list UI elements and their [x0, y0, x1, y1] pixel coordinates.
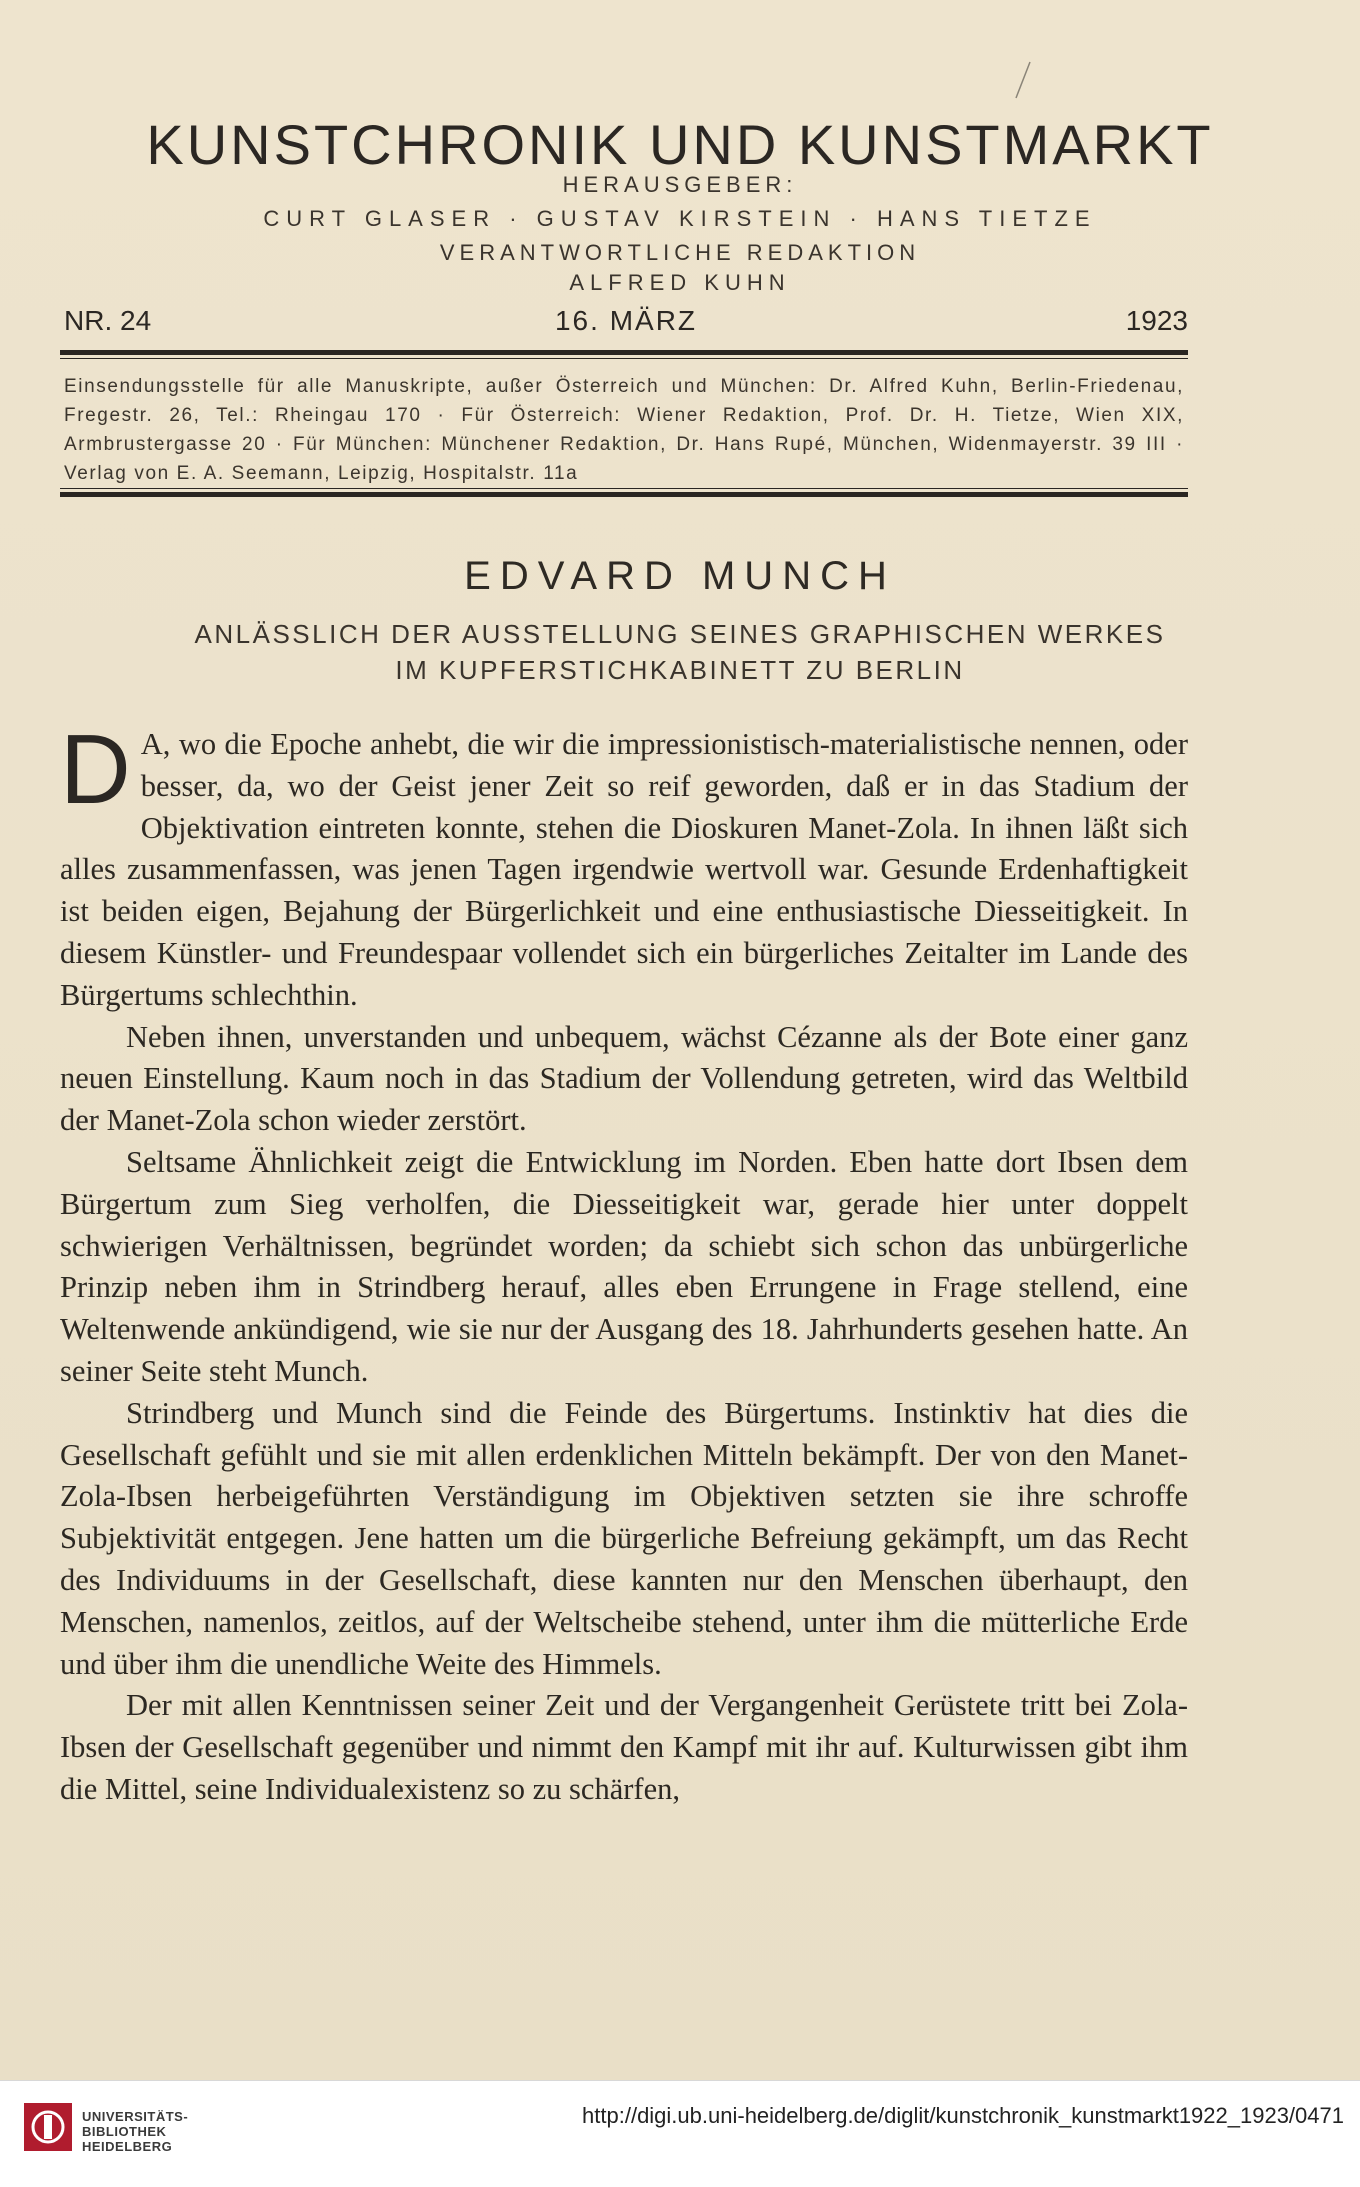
library-name: UNIVERSITÄTS- BIBLIOTHEK HEIDELBERG: [82, 2109, 189, 2154]
paragraph-text: A, wo die Epoche anhebt, die wir die impressionistisch-materialistische nennen, oder besser, da, wo der Geist jener Zeit so reif geworden, daß er in das Stadium der Objektivation eintreten konnte, stehen die Dioskuren Manet-Zola. In ihnen läßt sich alles zusammenfassen, was jenen Tagen irgendwie wertvoll war. Gesunde Erdenhaftigkeit ist beiden eigen, Bejahung der Bürgerlichkeit und eine enthusiastische Diesseitigkeit. In diesem Künstler- und Freundespaar vollendet sich ein bürgerliches Zeitalter im Lande des Bürgertums schlechthin.: [60, 727, 1188, 1012]
editors: CURT GLASER · GUSTAV KIRSTEIN · HANS TIETZE: [263, 206, 1097, 231]
editors-label: HERAUSGEBER:: [562, 172, 798, 197]
header-rule: [60, 350, 1188, 359]
article-body: [60, 714, 1188, 1811]
paragraph: Strindberg und Munch sind die Feinde des Bürgertums. Instinktiv hat dies die Gesellschaft gefühlt und sie mit allen erdenklichen Mitteln bekämpft. Der von den Manet-Zola-Ibsen herbeigeführten Verständigung im Objektiven setzten sie ihre schroffe Subjektivität entgegen. Jene hatten um die bürgerliche Befreiung gekämpft, um das Recht des Individuums in der Gesellschaft, diese kannten nur den Menschen überhaupt, den Menschen, namenlos, zeitlos, auf der Weltscheibe stehend, unter ihm die mütterliche Erde und über ihm die unendliche Weite des Himmels.: [60, 1395, 1188, 1681]
paragraph: Seltsame Ähnlichkeit zeigt die Entwicklung im Norden. Eben hatte dort Ibsen dem Bürgertum zum Sieg verholfen, die Diesseitigkeit war, gerade hier unter doppelt schwierigen Verhältnissen, begründet worden; da schiebt sich schon das unbürgerliche Prinzip neben ihm in Strindberg herauf, alles eben Errungene in Frage stellend, eine Weltenwende ankündigend, wie sie nur der Ausgang des 18. Jahrhunderts gesehen hatte. An seiner Seite steht Munch.: [60, 1144, 1188, 1388]
drop-cap: D: [60, 714, 131, 824]
university-library-logo: [24, 2103, 72, 2151]
subtitle-line-2: IM KUPFERSTICHKABINETT ZU BERLIN: [395, 655, 965, 685]
editorial-label: VERANTWORTLICHE REDAKTION: [439, 240, 921, 265]
subtitle-line-1: ANLÄSSLICH DER AUSSTELLUNG SEINES GRAPHISCHEN WERKES: [194, 619, 1166, 649]
article-title: EDVARD MUNCH: [464, 554, 896, 598]
paragraph: Neben ihnen, unverstanden und unbequem, wächst Cézanne als der Bote einer ganz neuen Einstellung. Kaum noch in das Stadium der Vollendung getreten, wird das Weltbild der Manet-Zola schon wieder zerstört.: [60, 1019, 1188, 1138]
digitization-footer: [0, 2080, 1360, 2187]
journal-title: KUNSTCHRONIK UND KUNSTMARKT: [146, 113, 1214, 176]
paragraph: Der mit allen Kenntnissen seiner Zeit und der Vergangenheit Gerüstete tritt bei Zola-Ibsen der Gesellschaft gegenüber und nimmt den Kampf mit ihr auf. Kulturwissen gibt ihm die Mittel, seine Individualexistenz so zu schärfen,: [60, 1688, 1188, 1806]
issue-number: NR. 24: [64, 305, 152, 336]
issue-year: 1923: [1125, 305, 1188, 336]
submission-notice: Einsendungsstelle für alle Manuskripte, außer Österreich und München: Dr. Alfred Kuhn, Berlin-Friedenau, Fregestr. 26, Tel.: Rheingau 170 · Für Österreich: Wiener Redaktion, Prof. Dr. H. Tietze, Wien XIX, Armbrustergasse 20 · Für München: Münchener Redaktion, Dr. Hans Rupé, München, Widenmayerstr. 39 III · Verlag von E. A. Seemann, Leipzig, Hospitalstr. 11a: [64, 376, 1184, 484]
paragraph: [60, 714, 1188, 1017]
editor-name: ALFRED KUHN: [569, 270, 791, 295]
pencil-mark: [1012, 60, 1032, 100]
source-url-link[interactable]: http://digi.ub.uni-heidelberg.de/diglit/kunstchronik_kunstmarkt1922_1923/0471: [582, 2103, 1344, 2128]
issue-line: [64, 305, 1188, 345]
article-subtitle: [0, 616, 1360, 688]
notice-rule: [60, 488, 1188, 497]
issue-date: 16. MÄRZ: [554, 305, 698, 336]
